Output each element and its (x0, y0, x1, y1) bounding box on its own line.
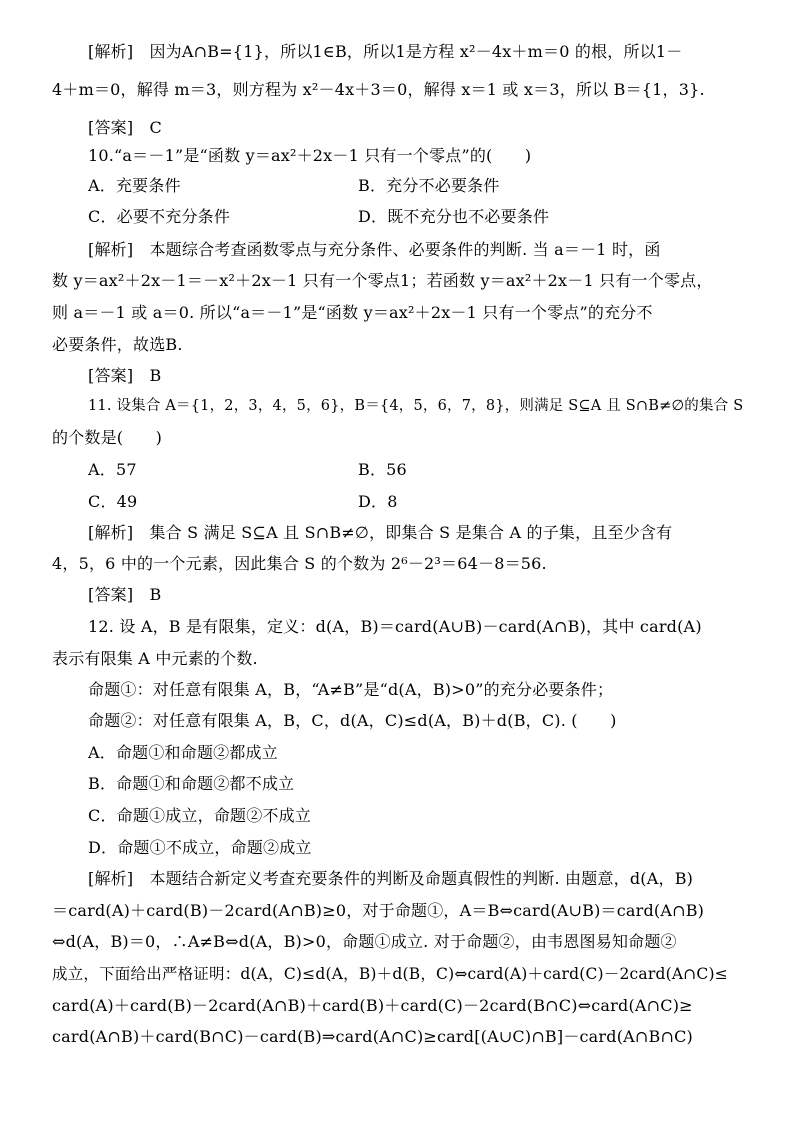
q10-option-d: D．既不充分也不必要条件 (358, 207, 550, 226)
q11-stem-line-1: 11. 设集合 A＝{1，2，3，4，5，6}，B＝{4，5，6，7，8}，则满足 S⊆A 且 S∩B≠∅的集合 S (88, 398, 744, 414)
q10-analysis-line-4: 必要条件，故选B. (52, 335, 183, 354)
q11-analysis-line-2: 4，5，6 中的一个元素，因此集合 S 的个数为 2⁶－2³＝64－8＝56. (52, 554, 547, 573)
q12-option-c: C．命题①成立，命题②不成立 (88, 806, 312, 825)
q11-option-a: A．57 (88, 460, 137, 479)
q9-analysis-line-1: [解析] 因为A∩B={1}，所以1∈B，所以1是方程 x²－4x＋m＝0 的根，所以1－ (88, 42, 683, 61)
q10-option-b: B．充分不必要条件 (358, 176, 500, 195)
q10-answer: [答案] B (88, 366, 162, 385)
q11-option-d: D．8 (358, 492, 398, 511)
q10-analysis-line-3: 则 a＝－1 或 a＝0. 所以“a＝－1”是“函数 y＝ax²＋2x－1 只有一个零点”的充分不 (52, 303, 653, 322)
q10-option-c: C．必要不充分条件 (88, 207, 231, 226)
q11-option-c: C．49 (88, 492, 138, 511)
q10-option-a: A．充要条件 (88, 176, 181, 195)
q12-analysis-line-2: ＝card(A)＋card(B)－2card(A∩B)≥0，对于命题①，A＝B⇔card(A∪B)＝card(A∩B) (52, 901, 705, 920)
q12-option-b: B．命题①和命题②都不成立 (88, 774, 295, 793)
q12-option-d: D．命题①不成立，命题②成立 (88, 838, 312, 857)
q12-proposition-2: 命题②：对任意有限集 A，B，C，d(A，C)≤d(A，B)＋d(B，C). ( ) (88, 711, 617, 730)
q12-stem-line-1: 12. 设 A，B 是有限集，定义：d(A，B)＝card(A∪B)－card(A∩B)，其中 card(A) (88, 617, 702, 636)
q11-analysis-line-1: [解析] 集合 S 满足 S⊆A 且 S∩B≠∅，即集合 S 是集合 A 的子集，且至少含有 (88, 523, 673, 542)
q11-stem-line-2: 的个数是( ) (52, 428, 163, 447)
q10-analysis-line-2: 数 y＝ax²＋2x－1＝－x²＋2x－1 只有一个零点1；若函数 y＝ax²＋2x－1 只有一个零点， (52, 271, 713, 290)
q10-analysis-line-1: [解析] 本题综合考查函数零点与充分条件、必要条件的判断. 当 a＝－1 时，函 (88, 240, 661, 259)
q10-stem: 10.“a＝－1”是“函数 y＝ax²＋2x－1 只有一个零点”的( ) (88, 146, 532, 165)
q9-analysis-line-2: 4＋m＝0，解得 m＝3，则方程为 x²－4x＋3＝0，解得 x＝1 或 x＝3，所以 B＝{1，3}. (52, 80, 705, 99)
q12-analysis-line-5: card(A)＋card(B)－2card(A∩B)＋card(B)＋card(C)－2card(B∩C)⇔card(A∩C)≥ (52, 996, 693, 1015)
q12-analysis-line-4: 成立，下面给出严格证明：d(A，C)≤d(A，B)＋d(B，C)⇔card(A)＋card(C)－2card(A∩C)≤ (52, 965, 728, 983)
q9-answer: [答案] C (88, 118, 162, 137)
q11-answer: [答案] B (88, 585, 162, 604)
q12-option-a: A．命题①和命题②都成立 (88, 743, 278, 762)
q12-analysis-line-3: ⇔d(A，B)＝0，∴A≠B⇔d(A，B)>0，命题①成立. 对于命题②，由韦恩图易知命题② (52, 932, 677, 951)
q12-proposition-1: 命题①：对任意有限集 A，B，“A≠B”是“d(A，B)>0”的充分必要条件； (88, 680, 614, 699)
q11-option-b: B．56 (358, 460, 407, 479)
q12-analysis-line-1: [解析] 本题结合新定义考查充要条件的判断及命题真假性的判断. 由题意，d(A，B) (88, 869, 694, 888)
q12-stem-line-2: 表示有限集 A 中元素的个数. (52, 649, 258, 668)
q12-analysis-line-6: card(A∩B)＋card(B∩C)－card(B)⇒card(A∩C)≥card[(A∪C)∩B]－card(A∩B∩C) (52, 1027, 693, 1046)
